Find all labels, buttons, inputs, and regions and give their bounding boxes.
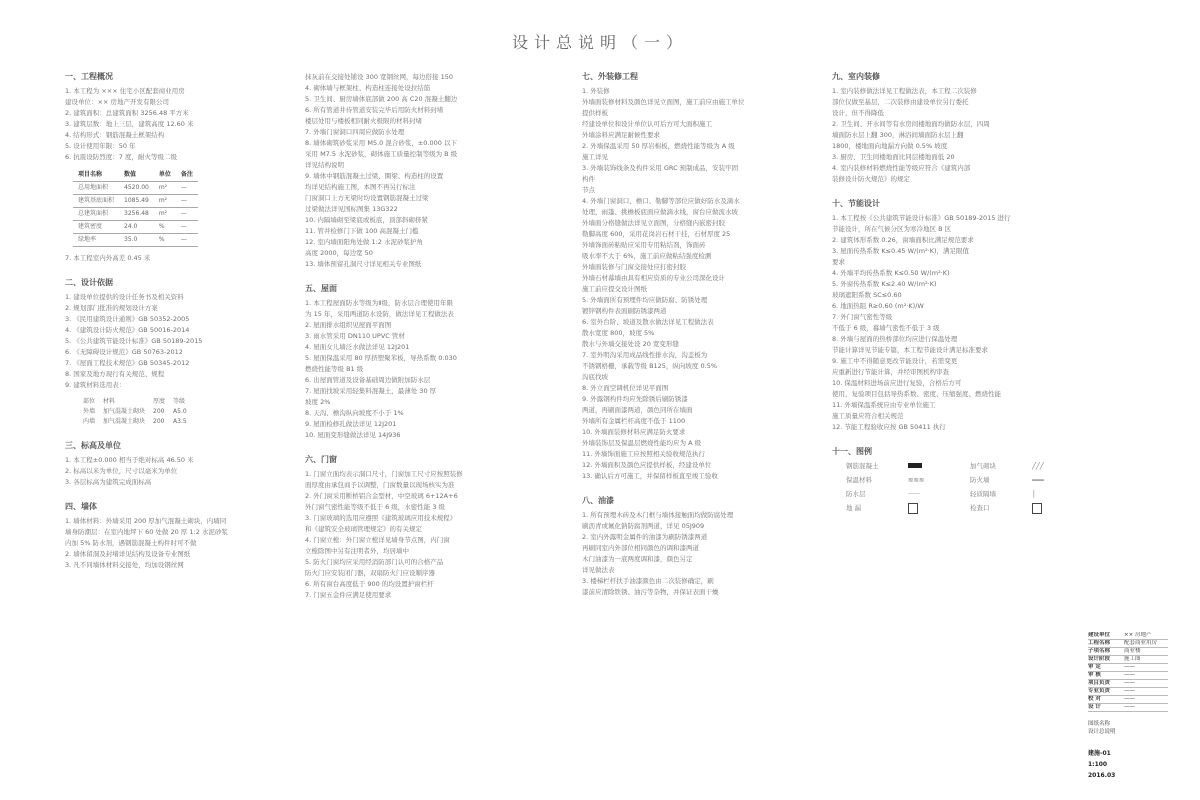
- text-line: 镀锌钢构件表面刷防锈漆两道: [582, 307, 667, 315]
- text-line: 外门窗气密性能等级不低于 6 级，水密性能 3 级: [305, 503, 446, 511]
- table-cell: —: [176, 221, 198, 234]
- text-line: 11. 管井检修门下做 100 高混凝土门槛: [305, 227, 419, 235]
- table-cell: A3.5: [173, 418, 187, 425]
- table-cell: 绿地率: [73, 234, 119, 247]
- section-legend: [832, 447, 1082, 517]
- text-line: 楼层处用与楼板相同耐火极限的材料封堵: [305, 117, 422, 125]
- text-line: 3. 雨水管采用 DN110 UPVC 管材: [305, 332, 405, 340]
- text-line: 9. 施工中不得随意更改节能设计，若需变更: [832, 357, 958, 365]
- table-row: [73, 169, 198, 182]
- text-line: 经建设单位和设计单位认可后方可大面积施工: [582, 120, 712, 128]
- text-line: 抹灰前在交接处铺设 300 宽钢丝网，每边搭接 150: [305, 73, 454, 81]
- text-line: 构件: [582, 175, 595, 183]
- text-line: 1. 室内装修做法详见工程做法表，本工程二次装修: [832, 87, 977, 95]
- text-line: 玻璃遮阳系数 SC≤0.60: [832, 291, 902, 299]
- legend-symbol: [908, 461, 966, 471]
- text-line: 和《建筑安全玻璃管理规定》的有关规定: [305, 525, 422, 533]
- drawing-name-label: 图纸名称: [1088, 721, 1111, 727]
- inspection-port-icon: [1032, 503, 1042, 514]
- solid-fill-icon: [908, 463, 922, 468]
- text-line: 9. 外露钢构件均应先除锈后刷防锈漆: [582, 395, 688, 403]
- tb-value: 施工图: [1124, 656, 1141, 662]
- table-cell: 外墙: [83, 408, 96, 415]
- table-row: [73, 208, 198, 221]
- text-line: 内加 5% 防水剂，遇钢筋混凝土构件时可不做: [65, 539, 197, 547]
- tb-label: 专业负责: [1088, 688, 1111, 694]
- tb-label: 子项名称: [1088, 648, 1111, 654]
- text-line: 6. 出屋面管道及设备基础周边做附加防水层: [305, 376, 431, 384]
- text-line: 刷沥青或氟化钠防腐剂两道，详见 05J909: [582, 522, 705, 530]
- legend-label: 加气砌块: [970, 462, 996, 470]
- text-line: 7. 外墙门窗洞口四周应做防水处理: [305, 128, 405, 136]
- text-line: 9. 屋面检修孔做法详见 12J201: [305, 420, 397, 428]
- text-line: 1. 门窗立面均表示洞口尺寸，门窗加工尺寸应按照装修: [305, 470, 463, 478]
- text-line: 2. 屋面排水组织见屋面平面图: [305, 321, 392, 329]
- tb-value: ——: [1124, 696, 1135, 702]
- text-line: 7. 室外明沟采用成品线性排水沟，沟盖板为: [582, 351, 708, 359]
- column-1: [65, 72, 295, 585]
- title-block-row: [1088, 672, 1168, 680]
- text-line: 1. 本工程屋面防水等级为Ⅱ级，防水层合理使用年限: [305, 299, 453, 307]
- table-cell: 建筑密度: [73, 221, 119, 234]
- table-cell: 4520.00: [119, 182, 154, 195]
- section-elevations: [65, 441, 295, 488]
- table-cell: 加气混凝土砌块: [103, 418, 146, 425]
- text-line: 13. 墙体预留孔洞尺寸详见相关专业图纸: [305, 260, 422, 268]
- text-line: 使用，复验项目包括导热系数、密度、压缩强度、燃烧性能: [832, 390, 1001, 398]
- table-cell: 200: [153, 418, 165, 425]
- text-line: 3. 各层标高为建筑完成面标高: [65, 478, 152, 486]
- section-energy: [832, 199, 1082, 433]
- tb-label: 建设单位: [1088, 632, 1111, 638]
- text-line: 建设单位：×× 房地产开发有限公司: [65, 98, 169, 106]
- text-line: 节能计算详见节能专篇，本工程节能设计满足标准要求: [832, 346, 988, 354]
- tb-value: 商业楼: [1124, 648, 1141, 654]
- tb-label: 工程名称: [1088, 640, 1111, 646]
- text-line: 再刷同室内外部位相同颜色的调和漆两道: [582, 544, 699, 552]
- title-block-row: [1088, 680, 1168, 688]
- legend-symbol: │: [1032, 490, 1036, 498]
- text-line: 为 15 年，采用两道防水设防，做法详见工程做法表: [305, 310, 454, 318]
- text-line: 散水与外墙交接处设 20 宽变形缝: [582, 340, 679, 348]
- text-line: 10. 保温材料进场前应进行复验，合格后方可: [832, 379, 962, 387]
- table-cell: 材料: [103, 398, 116, 405]
- table-row: [79, 407, 191, 417]
- text-line: 处理，雨篷、挑檐板底面应做滴水线，窗台应做流水坡: [582, 208, 738, 216]
- legend-symbol: ≋≋≋: [908, 476, 925, 484]
- text-line: 勒脚高度 600，采用花岗岩石材干挂，石材厚度 25: [582, 230, 731, 238]
- section-design-basis: [65, 278, 295, 427]
- drawing-number: 建施-01: [1088, 750, 1111, 757]
- text-line: 2. 建筑面积：总建筑面积 3256.48 平方米: [65, 109, 189, 117]
- table-row: [73, 182, 198, 195]
- text-line: 详见结构说明: [305, 161, 344, 169]
- text-line: 12. 节能工程验收应按 GB 50411 执行: [832, 423, 946, 431]
- text-line: 2. 建筑体形系数 0.26，窗墙面积比满足规范要求: [832, 236, 974, 244]
- text-line: 9. 建筑材料选用表：: [65, 381, 126, 389]
- text-line: 外墙饰面砖粘贴应采用专用粘结剂，饰面砖: [582, 241, 706, 249]
- text-line: 6. 所有窗台高度低于 900 的均设置护窗栏杆: [305, 580, 434, 588]
- text-line: 2. 室内外露明金属件的油漆为刷防锈漆两道: [582, 533, 708, 541]
- text-line: 两道，再刷面漆两道，颜色同所在墙面: [582, 406, 693, 414]
- table-row: [79, 397, 191, 407]
- text-line: 散水宽度 800，坡度 5%: [582, 329, 655, 337]
- text-line: 3. 门窗玻璃的选用应遵照《建筑玻璃应用技术规程》: [305, 514, 457, 522]
- tb-value: ——: [1124, 688, 1135, 694]
- text-line: 燃烧性能等级 B1 级: [305, 365, 364, 373]
- tb-value: ——: [1124, 672, 1135, 678]
- text-line: 外墙面装修材料及颜色详见立面图，施工前应由施工单位: [582, 98, 745, 106]
- section-heading: 十、节能设计: [832, 199, 880, 208]
- text-line: 2. 卫生间、开水间等有水房间楼地面均做防水层，四周: [832, 120, 990, 128]
- section-heading: 六、门窗: [305, 455, 337, 464]
- text-line: 外墙装饰层及保温层燃烧性能均应为 A 级: [582, 439, 702, 447]
- legend-label: 防火墙: [970, 476, 990, 484]
- text-line: 过梁做法详见国标图集 13G322: [305, 205, 398, 213]
- column-2: [305, 72, 550, 615]
- text-line: 4. 外墙门窗洞口、檐口、勒脚等部位应做好防水及滴水: [582, 197, 740, 205]
- table-row: [73, 195, 198, 208]
- text-line: 8. 外立面空调机位详见平面图: [582, 384, 669, 392]
- table-cell: 35.0: [119, 234, 154, 247]
- tb-value: ——: [1124, 664, 1135, 670]
- text-line: 沟底找坡: [582, 373, 608, 381]
- project-data-table: [73, 169, 198, 247]
- table-cell: 200: [153, 408, 165, 415]
- text-line: 1. 本工程±0.000 相当于绝对标高 46.50 米: [65, 456, 194, 464]
- text-line: 详见做法表: [582, 566, 615, 574]
- table-cell: 建筑基底面积: [73, 195, 119, 208]
- text-line: 立樘除图中另有注明者外，均居墙中: [305, 547, 409, 555]
- text-line: 应重新进行节能计算，并经审图机构审查: [832, 368, 949, 376]
- text-line: 8. 国家及地方现行有关规范、规程: [65, 370, 165, 378]
- text-line: 墙身防潮层：在室内地坪下 60 处做 20 厚 1:2 水泥砂浆: [65, 528, 228, 536]
- section-walls-continued: [305, 72, 550, 270]
- text-line: 3. 楼梯栏杆扶手油漆颜色由二次装修确定，刷: [582, 577, 714, 585]
- text-line: 5. 屋面保温采用 80 厚挤塑聚苯板，导热系数 0.030: [305, 354, 457, 362]
- text-line: 1. 本工程为 ××× 住宅小区配套商业用房: [65, 87, 185, 95]
- table-cell: 等级: [173, 398, 186, 405]
- title-block-row: [1088, 664, 1168, 672]
- drawing-name-value: 设计总说明: [1088, 729, 1116, 735]
- section-heading: 九、室内装修: [832, 72, 880, 81]
- text-line: 高度 2000，每边宽 50: [305, 249, 373, 257]
- text-line: 3. 凡不同墙体材料交接处，均加设钢丝网: [65, 561, 184, 569]
- text-line: 11. 外墙饰面施工应按照相关验收规范执行: [582, 450, 705, 458]
- title-block: [1088, 632, 1168, 781]
- legend-symbol: ═══: [1032, 476, 1044, 484]
- text-line: 节点: [582, 186, 595, 194]
- text-line: 设计，但不得降低: [832, 109, 884, 117]
- text-line: 7. 屋面找坡采用轻集料混凝土，最薄处 30 厚: [305, 387, 437, 395]
- section-overview: [65, 72, 295, 264]
- tb-label: 设 计: [1088, 704, 1101, 710]
- legend-symbol: ╱╱╱: [1032, 462, 1044, 470]
- text-line: 6. 地面热阻 R≥0.60 (m²·K)/W: [832, 302, 924, 310]
- text-line: 9. 墙体中钢筋混凝土过梁、圈梁、构造柱的设置: [305, 172, 444, 180]
- text-line: 13. 确认后方可施工，并保留样板直至竣工验收: [582, 472, 718, 480]
- table-cell: —: [176, 195, 198, 208]
- text-line: 木门油漆为一底两度调和漆，颜色另定: [582, 555, 693, 563]
- section-heading: 三、标高及单位: [65, 441, 121, 450]
- text-line: 5. 外墙面所有预埋件均应做防腐、防锈处理: [582, 296, 708, 304]
- legend-label: 钢筋混凝土: [846, 462, 879, 470]
- text-line: 6. 抗震设防烈度：7 度，耐火等级二级: [65, 153, 177, 161]
- table-cell: 总建筑面积: [73, 208, 119, 221]
- section-heading: 一、工程概况: [65, 72, 113, 81]
- table-cell: —: [176, 182, 198, 195]
- text-line: 3. 厨房、卫生间楼地面比同层楼地面低 20: [832, 153, 955, 161]
- text-line: 面厚度由承包商予以调整，门窗数量以现场核实为准: [305, 481, 455, 489]
- text-line: 部位仅做至基层，二次装修由建设单位另行委托: [832, 98, 969, 106]
- table-cell: 厚度: [153, 398, 166, 405]
- title-block-row: [1088, 696, 1168, 704]
- table-cell: 部位: [83, 398, 96, 405]
- title-block-row: [1088, 688, 1168, 696]
- text-line: 门窗洞口上方无梁时均设置钢筋混凝土过梁: [305, 194, 429, 202]
- tb-label: 项目负责: [1088, 680, 1111, 686]
- text-line: 4. 《建筑设计防火规范》GB 50016-2014: [65, 326, 190, 334]
- table-cell: 项目名称: [73, 169, 119, 182]
- legend-label: 地 漏: [846, 504, 862, 512]
- text-line: 10. 屋面变形缝做法详见 14J936: [305, 431, 401, 439]
- drawing-info: [1088, 748, 1168, 781]
- table-row: [79, 417, 191, 427]
- table-cell: 备注: [176, 169, 198, 182]
- text-line: 3. 外墙装饰线条及构件采用 GRC 预制成品，安装牢固: [582, 164, 739, 172]
- text-line: 不低于 6 级，幕墙气密性不低于 3 级: [832, 324, 940, 332]
- text-line: 4. 屋面女儿墙泛水做法详见 12J201: [305, 343, 410, 351]
- text-line: 5. 防火门窗均应采用经消防部门认可的合格产品: [305, 558, 444, 566]
- text-line: 1. 外装修: [582, 87, 610, 95]
- text-line: 7. 《屋面工程技术规范》GB 50345-2012: [65, 359, 190, 367]
- sheet-title: 设计总说明（一）: [511, 33, 688, 52]
- text-line: 10. 外墙面装修材料应满足防火要求: [582, 428, 686, 436]
- text-line: 3. 屋面传热系数 K≤0.45 W/(m²·K)，满足限值: [832, 247, 970, 255]
- text-line: 6. 所有管道井待管道安装完毕后用防火材料封堵: [305, 106, 444, 114]
- text-line: 2. 外墙保温采用 50 厚岩棉板，燃烧性能等级为 A 级: [582, 142, 735, 150]
- text-line: 2. 标高以米为单位，尺寸以毫米为单位: [65, 467, 178, 475]
- text-line: 6. 室外台阶、坡道及散水做法详见工程做法表: [582, 318, 714, 326]
- text-line: 7. 外门窗气密性等级: [832, 313, 893, 321]
- title-block-row: [1088, 704, 1168, 712]
- section-roof: [305, 284, 550, 441]
- text-line: 8. 外墙与屋面的热桥部位均应进行保温处理: [832, 335, 958, 343]
- floor-drain-icon: [908, 503, 918, 514]
- legend-label: 轻质隔墙: [970, 490, 996, 498]
- text-line: 吸水率不大于 6%，施工前应做粘结强度检测: [582, 252, 712, 260]
- text-line: 4. 门窗立樘：外门窗立樘详见墙身节点图，内门窗: [305, 536, 450, 544]
- text-line: 12. 室内墙面阳角处做 1:2 水泥砂浆护角: [305, 238, 423, 246]
- text-line: 装修设计防火规范》的规定: [832, 175, 910, 183]
- table-cell: 内墙: [83, 418, 96, 425]
- drawing-date: 2016.03: [1088, 772, 1116, 779]
- legend-symbol: [908, 503, 966, 517]
- text-line: 8. 墙体砌筑砂浆采用 M5.0 混合砂浆，±0.000 以下: [305, 139, 457, 147]
- text-line: 7. 本工程室内外高差 0.45 米: [65, 254, 151, 262]
- text-line: 2. 规划部门批准的规划设计方案: [65, 304, 158, 312]
- section-heading: 五、屋面: [305, 284, 337, 293]
- legend-label: 保温材料: [846, 476, 872, 484]
- legend-label: 防水层: [846, 490, 866, 498]
- section-heading: 四、墙体: [65, 502, 97, 511]
- column-4: [832, 72, 1082, 531]
- table-cell: m²: [154, 182, 176, 195]
- text-line: 1. 本工程按《公共建筑节能设计标准》GB 50189-2015 进行: [832, 214, 1011, 222]
- text-line: 1. 建设单位提供的设计任务书及相关资料: [65, 293, 184, 301]
- text-line: 5. 《公共建筑节能设计标准》GB 50189-2015: [65, 337, 203, 345]
- text-line: 外墙涂料应满足耐候性要求: [582, 131, 660, 139]
- text-line: 2. 外门窗采用断桥铝合金型材，中空玻璃 6+12A+6: [305, 492, 458, 500]
- table-row: [73, 221, 198, 234]
- text-line: 1. 所有预埋木砖及木门框与墙体接触面均做防腐处理: [582, 511, 734, 519]
- text-line: 1. 墙体材料：外墙采用 200 厚加气混凝土砌块，内墙同: [65, 517, 227, 525]
- table-cell: 数值: [119, 169, 154, 182]
- section-heading: 八、油漆: [582, 496, 614, 505]
- section-heading: 十一、图例: [832, 447, 872, 456]
- text-line: 4. 结构形式：钢筋混凝土框架结构: [65, 131, 165, 139]
- table-cell: 单位: [154, 169, 176, 182]
- tb-value: ——: [1124, 680, 1135, 686]
- section-interior-finish: [832, 72, 1082, 185]
- tb-label: 审 核: [1088, 672, 1101, 678]
- title-block-row: [1088, 632, 1168, 640]
- text-line: 提供样板: [582, 109, 608, 117]
- tb-value: ×× 房地产: [1124, 632, 1152, 638]
- title-block-row: [1088, 648, 1168, 656]
- text-line: 5. 设计使用年限：50 年: [65, 142, 136, 150]
- section-walls: [65, 502, 295, 571]
- text-line: 节能设计，所在气候分区为寒冷地区 B 区: [832, 225, 952, 233]
- text-line: 10. 内隔墙砌至梁底或板底，顶部斜砌挤紧: [305, 216, 428, 224]
- text-line: 外墙石材幕墙由具有相应资质的专业公司深化设计: [582, 274, 725, 282]
- text-line: 8. 天沟、檐沟纵向坡度不小于 1%: [305, 409, 404, 417]
- text-line: 施工前应提交设计图纸: [582, 285, 647, 293]
- table-cell: —: [176, 208, 198, 221]
- title-block-row: [1088, 640, 1168, 648]
- text-line: 外墙所有金属栏杆高度不低于 1100: [582, 417, 686, 425]
- text-line: 11. 外墙保温系统应由专业单位施工: [832, 401, 936, 409]
- table-cell: 总用地面积: [73, 182, 119, 195]
- text-line: 不锈钢格栅，承载等级 B125，纵向坡度 0.5%: [582, 362, 718, 370]
- text-line: 防火门应安装闭门器，双扇防火门应设顺序器: [305, 569, 435, 577]
- text-line: 漆前应清除铁锈、油污等杂物，并保证表面干燥: [582, 588, 719, 596]
- section-exterior-finish: [582, 72, 814, 482]
- table-cell: A5.0: [173, 408, 187, 415]
- text-line: 12. 外墙面积及颜色应提供样板，经建设单位: [582, 461, 712, 469]
- text-line: 施工详见: [582, 153, 608, 161]
- table-cell: 1085.49: [119, 195, 154, 208]
- section-paint: [582, 496, 814, 598]
- text-line: 3. 建筑层数：地上三层，建筑高度 12.60 米: [65, 120, 194, 128]
- text-line: 墙面防水层上翻 300，淋浴间墙面防水层上翻: [832, 131, 964, 139]
- tb-value: ——: [1124, 704, 1135, 710]
- text-line: 外墙面装修与门窗交接处应打密封胶: [582, 263, 686, 271]
- text-line: 5. 外窗传热系数 K≤2.40 W/(m²·K): [832, 280, 937, 288]
- text-line: 3. 《民用建筑设计通则》GB 50352-2005: [65, 315, 190, 323]
- text-line: 采用 M7.5 水泥砂浆，砌体施工质量控制等级为 B 级: [305, 150, 458, 158]
- text-line: 1800，楼地面向地漏方向做 0.5% 坡度: [832, 142, 948, 150]
- tb-value: 配套商业用房: [1124, 640, 1158, 646]
- table-row: [73, 234, 198, 247]
- text-line: 4. 室内装修材料燃烧性能等级应符合《建筑内部: [832, 164, 971, 172]
- section-heading: 七、外装修工程: [582, 72, 638, 81]
- text-line: 4. 外墙平均传热系数 K≤0.50 W/(m²·K): [832, 269, 950, 277]
- materials-table: [79, 397, 191, 427]
- title-block-row: [1088, 656, 1168, 664]
- legend-label: 检查口: [970, 504, 990, 512]
- column-3: [582, 72, 814, 612]
- drawing-scale: 1:100: [1088, 761, 1108, 768]
- table-cell: —: [176, 234, 198, 247]
- text-line: 均详见结构施工图，本图不再另行标注: [305, 183, 416, 191]
- tb-label: 设计阶段: [1088, 656, 1111, 662]
- text-line: 5. 卫生间、厨房墙体底部做 200 高 C20 混凝土翻边: [305, 95, 458, 103]
- table-cell: m²: [154, 195, 176, 208]
- table-cell: %: [154, 221, 176, 234]
- text-line: 坡度 2%: [305, 398, 331, 406]
- section-heading: 二、设计依据: [65, 278, 113, 287]
- text-line: 要求: [832, 258, 845, 266]
- table-cell: 3256.48: [119, 208, 154, 221]
- text-line: 7. 门窗五金件应满足使用要求: [305, 591, 392, 599]
- text-line: 2. 墙体留洞及封堵详见结构及设备专业图纸: [65, 550, 191, 558]
- table-cell: 加气混凝土砌块: [103, 408, 146, 415]
- text-line: 6. 《无障碍设计规范》GB 50763-2012: [65, 348, 183, 356]
- tb-label: 校 对: [1088, 696, 1101, 702]
- section-doors-windows: [305, 455, 550, 601]
- table-cell: m²: [154, 208, 176, 221]
- table-cell: 24.0: [119, 221, 154, 234]
- table-cell: %: [154, 234, 176, 247]
- text-line: 施工质量应符合相关规范: [832, 412, 904, 420]
- legend-symbol: ┈┈┈: [908, 490, 920, 498]
- tb-label: 审 定: [1088, 664, 1101, 670]
- text-line: 外墙面分格缝做法详见立面图，分格缝内嵌密封胶: [582, 219, 725, 227]
- legend-symbol: [1032, 503, 1090, 517]
- legend-grid: [846, 461, 1082, 517]
- drawing-name: [1088, 720, 1168, 736]
- text-line: 4. 砌体墙与框架柱、构造柱连接处设拉结筋: [305, 84, 431, 92]
